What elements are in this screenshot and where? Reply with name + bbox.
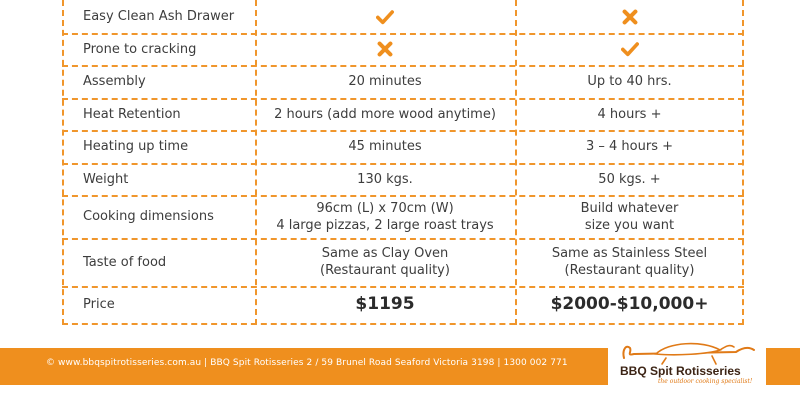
table-row xyxy=(62,195,744,238)
cell-line: Same as Stainless Steel xyxy=(551,246,708,261)
logo xyxy=(608,336,766,388)
check-icon xyxy=(621,40,639,58)
table-row xyxy=(62,98,744,130)
cell-line: 4 large pizzas, 2 large roast trays xyxy=(276,217,494,233)
cell-value: 130 kgs. xyxy=(357,171,413,187)
cell-value-block xyxy=(552,245,707,279)
cell-value: 2 hours (add more wood anytime) xyxy=(274,106,496,122)
row-label: Taste of food xyxy=(83,254,167,270)
cell-value xyxy=(515,238,744,286)
cell-no xyxy=(515,0,744,33)
table-row xyxy=(62,163,744,195)
cell-line: (Restaurant quality) xyxy=(320,263,450,278)
cell-yes xyxy=(255,0,515,33)
rotisserie-logo-icon xyxy=(616,338,762,366)
table-row xyxy=(62,286,744,323)
cell-line: 96cm (L) x 70cm (W) xyxy=(316,200,454,216)
price-value: $1195 xyxy=(355,294,415,314)
row-label: Heating up time xyxy=(83,139,189,154)
row-label: Heat Retention xyxy=(83,106,181,122)
row-label: Prone to cracking xyxy=(83,41,197,57)
row-label: Price xyxy=(83,297,115,312)
logo-tagline: the outdoor cooking specialist! xyxy=(658,378,753,385)
row-label: Assembly xyxy=(83,74,146,89)
logo-name: BBQ Spit Rotisseries xyxy=(620,364,741,378)
footer-contact-text: © www.bbqspitrotisseries.com.au | BBQ Spit Rotisseries 2 / 59 Brunel Road Seaford Victoria 3198 | 1300 002 771 xyxy=(46,358,568,368)
cell-value-block xyxy=(581,200,679,234)
cell-line: Same as Clay Oven xyxy=(321,246,449,261)
table-border-bottom xyxy=(62,323,744,325)
cell-value-block xyxy=(320,245,450,279)
cell-value: Up to 40 hrs. xyxy=(587,74,672,89)
cell-value: 3 – 4 hours + xyxy=(585,139,673,154)
cell-no xyxy=(255,33,515,65)
cell-value-block xyxy=(276,200,493,234)
table-row xyxy=(62,0,744,33)
table-row xyxy=(62,238,744,286)
cell-value: 50 kgs. + xyxy=(598,171,661,187)
cell-value xyxy=(255,238,515,286)
row-label: Weight xyxy=(83,171,129,187)
table-row xyxy=(62,33,744,65)
row-label: Easy Clean Ash Drawer xyxy=(83,9,235,24)
table-row xyxy=(62,130,744,163)
cell-line: (Restaurant quality) xyxy=(564,263,695,278)
price-value: $2000-$10,000+ xyxy=(550,294,709,314)
cell-value xyxy=(255,195,515,238)
cross-icon xyxy=(621,8,639,26)
row-label: Cooking dimensions xyxy=(83,209,214,224)
cell-line: size you want xyxy=(584,217,675,233)
cell-value: 4 hours + xyxy=(597,106,662,122)
comparison-table xyxy=(62,0,744,325)
cell-yes xyxy=(515,33,744,65)
table-row xyxy=(62,65,744,98)
cross-icon xyxy=(376,40,394,58)
cell-value: 20 minutes xyxy=(348,74,422,89)
cell-line: Build whatever xyxy=(580,200,679,216)
check-icon xyxy=(376,8,394,26)
cell-value xyxy=(515,195,744,238)
cell-value: 45 minutes xyxy=(348,139,422,154)
